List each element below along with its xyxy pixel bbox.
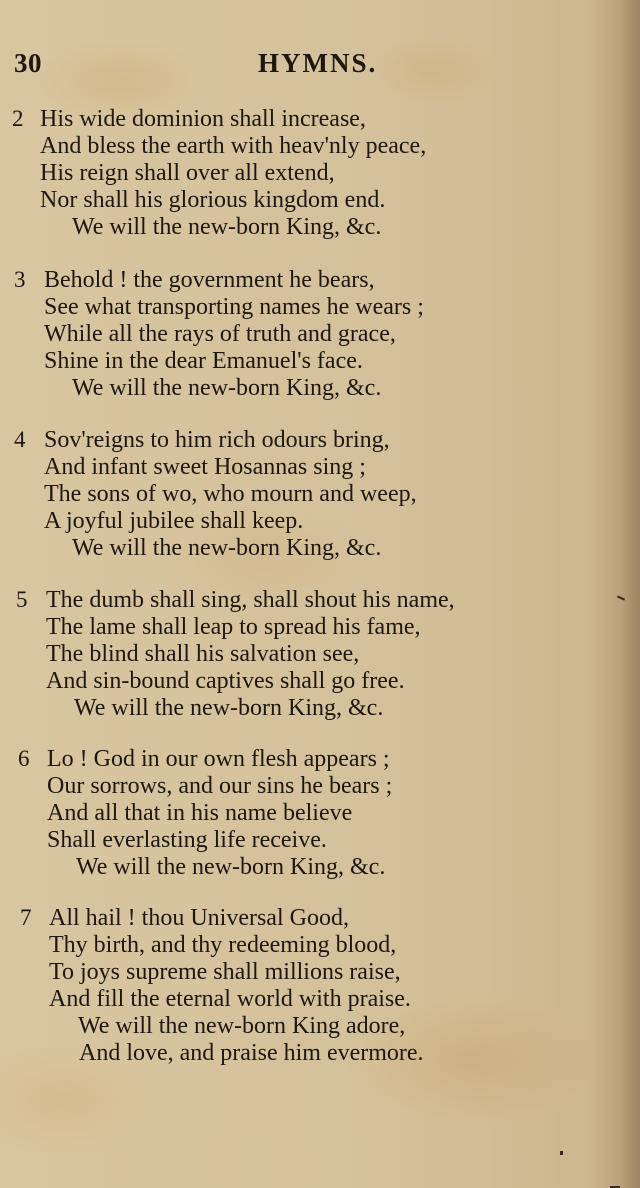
verse-line: Sov'reigns to him rich odours bring,: [44, 427, 390, 453]
verse-line: The blind shall his salvation see,: [46, 641, 360, 667]
chorus-line: We will the new-born King, &c.: [72, 535, 382, 561]
edge-mark: [617, 595, 625, 600]
verse-line: The sons of wo, who mourn and weep,: [44, 481, 417, 507]
chorus-line: We will the new-born King, &c.: [76, 854, 386, 880]
chorus-line: We will the new-born King, &c.: [72, 375, 382, 401]
verse-number: 3: [14, 267, 26, 292]
verse-line: And fill the eternal world with praise.: [49, 986, 411, 1012]
edge-mark: [560, 1151, 563, 1155]
verse-line: Thy birth, and thy redeeming blood,: [49, 932, 397, 958]
verse-line: And all that in his name believe: [47, 800, 353, 826]
page-number: 30: [14, 48, 42, 78]
verse-line: A joyful jubilee shall keep.: [44, 508, 304, 534]
verse-line: And sin-bound captives shall go free.: [46, 668, 405, 694]
verse-line: See what transporting names he wears ;: [44, 294, 424, 320]
verse-number: 5: [16, 587, 28, 612]
verse-line: Our sorrows, and our sins he bears ;: [47, 773, 393, 799]
verse-line: The dumb shall sing, shall shout his name,: [46, 587, 455, 613]
chorus-line: We will the new-born King, &c.: [72, 214, 382, 240]
verse-line: His reign shall over all extend,: [40, 160, 335, 186]
verse-line: And bless the earth with heav'nly peace,: [40, 133, 427, 159]
verse-line: Shall everlasting life receive.: [47, 827, 327, 853]
chorus-line: We will the new-born King, &c.: [74, 695, 384, 721]
verse-line: The lame shall leap to spread his fame,: [46, 614, 421, 640]
verse-line: Behold ! the government he bears,: [44, 267, 375, 293]
verse-line: And infant sweet Hosannas sing ;: [44, 454, 366, 480]
verse-line: Shine in the dear Emanuel's face.: [44, 348, 363, 374]
verse-number: 2: [12, 106, 24, 131]
verse-line: While all the rays of truth and grace,: [44, 321, 396, 347]
verse-line: His wide dominion shall increase,: [40, 106, 366, 132]
page-header: [0, 48, 640, 88]
verse-number: 7: [20, 905, 32, 930]
chorus-line: And love, and praise him evermore.: [79, 1040, 424, 1066]
verse-line: To joys supreme shall millions raise,: [49, 959, 401, 985]
verse-number: 4: [14, 427, 26, 452]
running-title: HYMNS.: [258, 48, 378, 78]
verse-line: Lo ! God in our own flesh appears ;: [47, 746, 390, 772]
chorus-line: We will the new-born King adore,: [78, 1013, 406, 1039]
verse-number: 6: [18, 746, 30, 771]
verse-line: All hail ! thou Universal Good,: [49, 905, 349, 931]
verse-line: Nor shall his glorious kingdom end.: [40, 187, 386, 213]
